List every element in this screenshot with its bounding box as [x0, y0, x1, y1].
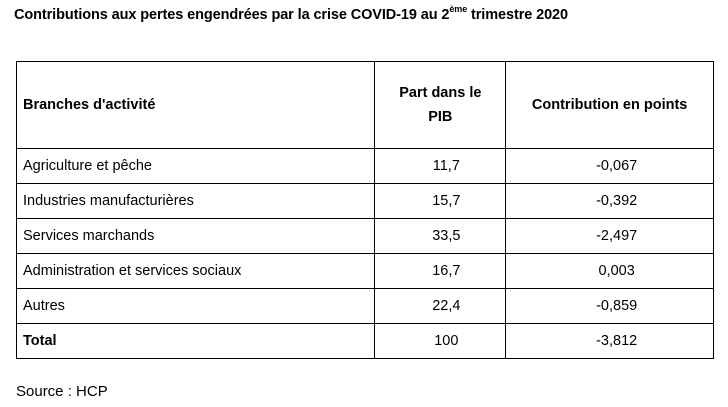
header-share: [375, 62, 506, 149]
branch-cell: Services marchands: [17, 219, 375, 254]
page-title: [14, 4, 568, 23]
contribution-cell: -0,392: [506, 184, 714, 219]
contribution-cell: 0,003: [506, 254, 714, 289]
table-row: [17, 149, 714, 184]
title-prefix: Contributions aux pertes engendrées par la crise COVID-19 au 2: [14, 7, 450, 23]
share-cell: 11,7: [375, 149, 506, 184]
header-contribution: Contribution en points: [506, 62, 714, 149]
branch-cell: Autres: [17, 289, 375, 324]
header-share-label: Part dans le PIB: [399, 85, 482, 125]
source-note: Source : HCP: [16, 383, 108, 400]
share-cell: 33,5: [375, 219, 506, 254]
branch-cell: Agriculture et pêche: [17, 149, 375, 184]
table-row: [17, 219, 714, 254]
table-row: [17, 289, 714, 324]
total-contribution: -3,812: [506, 324, 714, 359]
table-row: [17, 254, 714, 289]
share-cell: 16,7: [375, 254, 506, 289]
table-header-row: [17, 62, 714, 149]
contribution-cell: -0,859: [506, 289, 714, 324]
contribution-cell: -0,067: [506, 149, 714, 184]
share-cell: 22,4: [375, 289, 506, 324]
header-branches: Branches d'activité: [17, 62, 375, 149]
contribution-cell: -2,497: [506, 219, 714, 254]
table-total-row: [17, 324, 714, 359]
table-row: [17, 184, 714, 219]
total-label: Total: [17, 324, 375, 359]
title-superscript: ème: [449, 4, 468, 15]
title-suffix: trimestre 2020: [467, 7, 568, 23]
share-cell: 15,7: [375, 184, 506, 219]
total-share: 100: [375, 324, 506, 359]
contributions-table: [16, 61, 714, 359]
branch-cell: Industries manufacturières: [17, 184, 375, 219]
branch-cell: Administration et services sociaux: [17, 254, 375, 289]
